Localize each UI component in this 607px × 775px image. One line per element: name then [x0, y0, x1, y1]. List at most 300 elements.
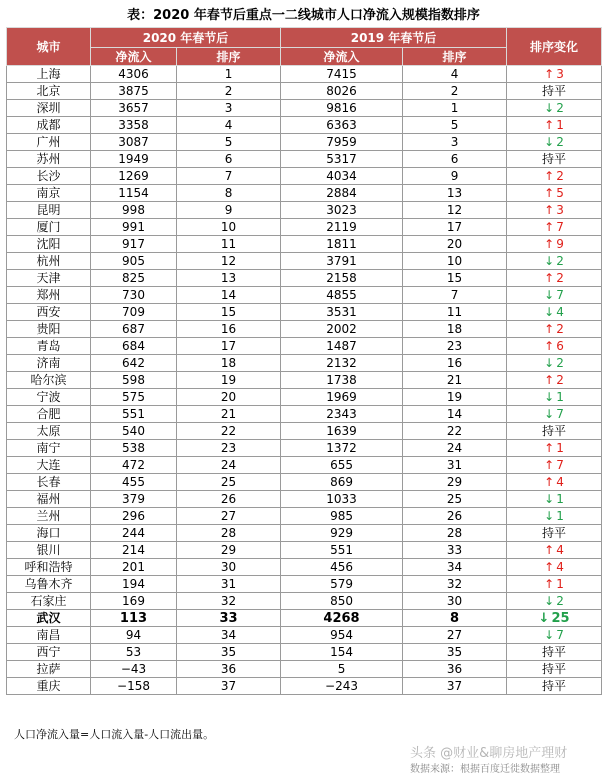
arrow-down-icon: ↓: [544, 253, 555, 268]
rank-change-cell: [507, 168, 602, 185]
city-cell: 兰州: [7, 508, 91, 525]
rank-2020-cell: 36: [177, 661, 281, 678]
net-inflow-2019-cell: 4268: [281, 610, 403, 627]
arrow-down-icon: ↓: [544, 304, 555, 319]
rank-2019-cell: 27: [403, 627, 507, 644]
arrow-up-icon: ↑: [544, 440, 555, 455]
rank-change-value: 7: [556, 287, 564, 302]
rank-change-value: 持平: [542, 423, 567, 438]
net-inflow-2019-cell: 9816: [281, 100, 403, 117]
rank-change-cell: [507, 117, 602, 134]
city-cell: 重庆: [7, 678, 91, 695]
arrow-up-icon: ↑: [544, 236, 555, 251]
table-row: [7, 355, 602, 372]
rank-2019-cell: 2: [403, 83, 507, 100]
table-row: [7, 236, 602, 253]
table-row: [7, 253, 602, 270]
rank-2019-cell: 32: [403, 576, 507, 593]
arrow-up-icon: ↑: [544, 542, 555, 557]
city-cell: 贵阳: [7, 321, 91, 338]
table-row: [7, 525, 602, 542]
table-row: [7, 372, 602, 389]
table-row: [7, 491, 602, 508]
city-cell: 天津: [7, 270, 91, 287]
arrow-up-icon: ↑: [544, 372, 555, 387]
rank-change-cell: [507, 440, 602, 457]
rank-2019-cell: 14: [403, 406, 507, 423]
arrow-up-icon: ↑: [544, 66, 555, 81]
rank-2020-cell: 17: [177, 338, 281, 355]
table-row: [7, 610, 602, 627]
net-inflow-2020-cell: 3657: [91, 100, 177, 117]
net-inflow-2020-cell: 998: [91, 202, 177, 219]
rank-change-value: 6: [556, 338, 564, 353]
table-row: [7, 338, 602, 355]
city-cell: 青岛: [7, 338, 91, 355]
rank-2020-cell: 25: [177, 474, 281, 491]
rank-2019-cell: 1: [403, 100, 507, 117]
table-row: [7, 423, 602, 440]
rank-change-cell: [507, 100, 602, 117]
rank-2019-cell: 36: [403, 661, 507, 678]
rank-2019-cell: 25: [403, 491, 507, 508]
city-cell: 苏州: [7, 151, 91, 168]
rank-change-cell: [507, 508, 602, 525]
rank-change-cell: [507, 287, 602, 304]
ranking-table: [6, 27, 602, 695]
net-inflow-2020-cell: 540: [91, 423, 177, 440]
table-row: [7, 559, 602, 576]
arrow-up-icon: ↑: [544, 168, 555, 183]
table-body: [7, 66, 602, 695]
net-inflow-2020-cell: 169: [91, 593, 177, 610]
net-inflow-2020-cell: 3087: [91, 134, 177, 151]
rank-change-cell: [507, 66, 602, 83]
net-inflow-2019-cell: 1738: [281, 372, 403, 389]
rank-change-value: 1: [556, 117, 564, 132]
rank-change-cell: [507, 474, 602, 491]
arrow-down-icon: ↓: [544, 100, 555, 115]
arrow-up-icon: ↑: [544, 321, 555, 336]
city-cell: 呼和浩特: [7, 559, 91, 576]
rank-change-value: 持平: [542, 83, 567, 98]
rank-change-value: 1: [556, 389, 564, 404]
rank-2019-cell: 13: [403, 185, 507, 202]
net-inflow-2020-cell: 917: [91, 236, 177, 253]
rank-2019-cell: 12: [403, 202, 507, 219]
arrow-down-icon: ↓: [544, 627, 555, 642]
arrow-up-icon: ↑: [544, 559, 555, 574]
arrow-down-icon: ↓: [544, 508, 555, 523]
rank-2020-cell: 2: [177, 83, 281, 100]
arrow-down-icon: ↓: [544, 491, 555, 506]
rank-change-cell: [507, 610, 602, 627]
rank-change-value: 持平: [542, 151, 567, 166]
rank-change-cell: [507, 219, 602, 236]
header-2019-rank: 排序: [403, 48, 507, 66]
arrow-up-icon: ↑: [544, 338, 555, 353]
net-inflow-2019-cell: 5: [281, 661, 403, 678]
rank-2019-cell: 3: [403, 134, 507, 151]
net-inflow-2019-cell: 850: [281, 593, 403, 610]
city-cell: 成都: [7, 117, 91, 134]
rank-2020-cell: 4: [177, 117, 281, 134]
rank-change-cell: [507, 355, 602, 372]
table-row: [7, 508, 602, 525]
rank-change-value: 1: [556, 508, 564, 523]
table-row: [7, 593, 602, 610]
net-inflow-2019-cell: 5317: [281, 151, 403, 168]
rank-2020-cell: 14: [177, 287, 281, 304]
header-city: 城市: [7, 28, 91, 66]
rank-2020-cell: 35: [177, 644, 281, 661]
rank-2020-cell: 31: [177, 576, 281, 593]
city-cell: 厦门: [7, 219, 91, 236]
rank-2019-cell: 6: [403, 151, 507, 168]
table-row: [7, 202, 602, 219]
table-row: [7, 83, 602, 100]
city-cell: 乌鲁木齐: [7, 576, 91, 593]
net-inflow-2019-cell: 3791: [281, 253, 403, 270]
table-row: [7, 678, 602, 695]
city-cell: 广州: [7, 134, 91, 151]
rank-2020-cell: 23: [177, 440, 281, 457]
table-row: [7, 304, 602, 321]
city-cell: 拉萨: [7, 661, 91, 678]
rank-change-cell: [507, 321, 602, 338]
table-row: [7, 168, 602, 185]
net-inflow-2019-cell: 6363: [281, 117, 403, 134]
rank-2019-cell: 35: [403, 644, 507, 661]
city-cell: 宁波: [7, 389, 91, 406]
net-inflow-2020-cell: 575: [91, 389, 177, 406]
table-row: [7, 661, 602, 678]
rank-change-value: 2: [556, 372, 564, 387]
rank-change-value: 持平: [542, 661, 567, 676]
net-inflow-2019-cell: 456: [281, 559, 403, 576]
rank-change-value: 25: [551, 610, 570, 626]
city-cell: 昆明: [7, 202, 91, 219]
rank-change-cell: [507, 185, 602, 202]
table-row: [7, 66, 602, 83]
rank-2019-cell: 29: [403, 474, 507, 491]
table-row: [7, 219, 602, 236]
rank-change-cell: [507, 134, 602, 151]
rank-2020-cell: 37: [177, 678, 281, 695]
rank-2020-cell: 3: [177, 100, 281, 117]
city-cell: 哈尔滨: [7, 372, 91, 389]
header-2020-rank: 排序: [177, 48, 281, 66]
net-inflow-2020-cell: 709: [91, 304, 177, 321]
net-inflow-2019-cell: 1372: [281, 440, 403, 457]
rank-change-value: 持平: [542, 644, 567, 659]
footnote: 人口净流入量=人口流入量-人口流出量。: [14, 728, 215, 741]
table-row: [7, 542, 602, 559]
table-row: [7, 321, 602, 338]
rank-2020-cell: 32: [177, 593, 281, 610]
arrow-up-icon: ↑: [544, 185, 555, 200]
rank-change-value: 2: [556, 593, 564, 608]
net-inflow-2020-cell: 214: [91, 542, 177, 559]
net-inflow-2019-cell: 1811: [281, 236, 403, 253]
rank-change-cell: [507, 525, 602, 542]
rank-2020-cell: 6: [177, 151, 281, 168]
table-row: [7, 457, 602, 474]
net-inflow-2020-cell: 825: [91, 270, 177, 287]
rank-change-cell: [507, 83, 602, 100]
rank-change-cell: [507, 559, 602, 576]
net-inflow-2019-cell: 3531: [281, 304, 403, 321]
rank-change-cell: [507, 423, 602, 440]
net-inflow-2019-cell: 2884: [281, 185, 403, 202]
rank-2019-cell: 17: [403, 219, 507, 236]
table-row: [7, 406, 602, 423]
net-inflow-2020-cell: 598: [91, 372, 177, 389]
rank-2020-cell: 8: [177, 185, 281, 202]
rank-2020-cell: 22: [177, 423, 281, 440]
arrow-down-icon: ↓: [544, 406, 555, 421]
net-inflow-2019-cell: 551: [281, 542, 403, 559]
city-cell: 大连: [7, 457, 91, 474]
rank-2019-cell: 28: [403, 525, 507, 542]
net-inflow-2020-cell: 687: [91, 321, 177, 338]
rank-change-value: 2: [556, 100, 564, 115]
table-row: [7, 576, 602, 593]
rank-2020-cell: 13: [177, 270, 281, 287]
net-inflow-2020-cell: 538: [91, 440, 177, 457]
rank-2019-cell: 22: [403, 423, 507, 440]
rank-2019-cell: 11: [403, 304, 507, 321]
rank-2019-cell: 33: [403, 542, 507, 559]
rank-2020-cell: 1: [177, 66, 281, 83]
rank-change-cell: [507, 202, 602, 219]
rank-2019-cell: 31: [403, 457, 507, 474]
rank-change-value: 持平: [542, 525, 567, 540]
arrow-up-icon: ↑: [544, 457, 555, 472]
rank-change-cell: [507, 661, 602, 678]
rank-change-value: 1: [556, 576, 564, 591]
rank-2020-cell: 7: [177, 168, 281, 185]
net-inflow-2020-cell: 3875: [91, 83, 177, 100]
table-title: 表：2020 年春节后重点一二线城市人口净流入规模指数排序: [127, 8, 480, 23]
net-inflow-2020-cell: 244: [91, 525, 177, 542]
rank-change-cell: [507, 236, 602, 253]
rank-change-value: 2: [556, 355, 564, 370]
rank-2020-cell: 34: [177, 627, 281, 644]
rank-change-value: 4: [556, 474, 564, 489]
arrow-up-icon: ↑: [544, 270, 555, 285]
rank-change-value: 4: [556, 559, 564, 574]
rank-change-cell: [507, 457, 602, 474]
rank-2020-cell: 28: [177, 525, 281, 542]
rank-2020-cell: 27: [177, 508, 281, 525]
arrow-down-icon: ↓: [544, 355, 555, 370]
city-cell: 南宁: [7, 440, 91, 457]
net-inflow-2020-cell: 201: [91, 559, 177, 576]
rank-2020-cell: 10: [177, 219, 281, 236]
watermark: 头条 @财业&聊房地产理财: [410, 746, 568, 761]
net-inflow-2020-cell: 905: [91, 253, 177, 270]
rank-change-value: 4: [556, 542, 564, 557]
city-cell: 太原: [7, 423, 91, 440]
header-2019: 2019 年春节后: [281, 28, 507, 48]
rank-change-cell: [507, 389, 602, 406]
rank-change-value: 3: [556, 66, 564, 81]
rank-2020-cell: 20: [177, 389, 281, 406]
rank-change-cell: [507, 627, 602, 644]
table-row: [7, 644, 602, 661]
rank-2019-cell: 5: [403, 117, 507, 134]
rank-2019-cell: 37: [403, 678, 507, 695]
net-inflow-2020-cell: 4306: [91, 66, 177, 83]
rank-2020-cell: 15: [177, 304, 281, 321]
rank-change-cell: [507, 338, 602, 355]
rank-2020-cell: 33: [177, 610, 281, 627]
net-inflow-2019-cell: 7415: [281, 66, 403, 83]
net-inflow-2019-cell: 985: [281, 508, 403, 525]
header-2019-net-inflow: 净流入: [281, 48, 403, 66]
city-cell: 杭州: [7, 253, 91, 270]
rank-2019-cell: 16: [403, 355, 507, 372]
rank-change-cell: [507, 593, 602, 610]
rank-change-value: 2: [556, 270, 564, 285]
rank-change-value: 3: [556, 202, 564, 217]
rank-change-value: 2: [556, 253, 564, 268]
net-inflow-2019-cell: 2132: [281, 355, 403, 372]
net-inflow-2020-cell: −158: [91, 678, 177, 695]
rank-change-cell: [507, 491, 602, 508]
rank-change-value: 4: [556, 304, 564, 319]
table-row: [7, 100, 602, 117]
net-inflow-2019-cell: 8026: [281, 83, 403, 100]
net-inflow-2020-cell: 1949: [91, 151, 177, 168]
city-cell: 北京: [7, 83, 91, 100]
rank-2019-cell: 9: [403, 168, 507, 185]
arrow-down-icon: ↓: [544, 287, 555, 302]
rank-change-value: 5: [556, 185, 564, 200]
net-inflow-2020-cell: 3358: [91, 117, 177, 134]
net-inflow-2019-cell: 3023: [281, 202, 403, 219]
arrow-down-icon: ↓: [544, 389, 555, 404]
rank-2020-cell: 30: [177, 559, 281, 576]
rank-change-value: 7: [556, 219, 564, 234]
net-inflow-2020-cell: 296: [91, 508, 177, 525]
table-row: [7, 627, 602, 644]
table-row: [7, 474, 602, 491]
net-inflow-2020-cell: 53: [91, 644, 177, 661]
rank-2020-cell: 19: [177, 372, 281, 389]
rank-change-cell: [507, 542, 602, 559]
rank-change-value: 2: [556, 168, 564, 183]
net-inflow-2019-cell: 2343: [281, 406, 403, 423]
table-row: [7, 185, 602, 202]
rank-2020-cell: 18: [177, 355, 281, 372]
rank-2020-cell: 9: [177, 202, 281, 219]
rank-2020-cell: 26: [177, 491, 281, 508]
net-inflow-2019-cell: 7959: [281, 134, 403, 151]
city-cell: 海口: [7, 525, 91, 542]
rank-change-cell: [507, 270, 602, 287]
header-change: 排序变化: [507, 28, 602, 66]
net-inflow-2019-cell: 655: [281, 457, 403, 474]
rank-change-cell: [507, 576, 602, 593]
table-row: [7, 151, 602, 168]
net-inflow-2020-cell: 551: [91, 406, 177, 423]
net-inflow-2019-cell: 1033: [281, 491, 403, 508]
arrow-up-icon: ↑: [544, 219, 555, 234]
rank-change-value: 7: [556, 457, 564, 472]
rank-2020-cell: 21: [177, 406, 281, 423]
rank-change-value: 9: [556, 236, 564, 251]
rank-2019-cell: 7: [403, 287, 507, 304]
net-inflow-2019-cell: 1969: [281, 389, 403, 406]
rank-2019-cell: 26: [403, 508, 507, 525]
rank-change-cell: [507, 406, 602, 423]
rank-2019-cell: 19: [403, 389, 507, 406]
arrow-up-icon: ↑: [544, 576, 555, 591]
net-inflow-2019-cell: 2158: [281, 270, 403, 287]
net-inflow-2019-cell: 954: [281, 627, 403, 644]
net-inflow-2020-cell: 1269: [91, 168, 177, 185]
arrow-up-icon: ↑: [544, 117, 555, 132]
rank-change-value: 持平: [542, 678, 567, 693]
net-inflow-2020-cell: 642: [91, 355, 177, 372]
net-inflow-2019-cell: 2002: [281, 321, 403, 338]
rank-2019-cell: 23: [403, 338, 507, 355]
rank-change-cell: [507, 372, 602, 389]
net-inflow-2019-cell: 2119: [281, 219, 403, 236]
table-row: [7, 287, 602, 304]
rank-2019-cell: 10: [403, 253, 507, 270]
header-2020-net-inflow: 净流入: [91, 48, 177, 66]
rank-2019-cell: 30: [403, 593, 507, 610]
city-cell: 武汉: [7, 610, 91, 627]
net-inflow-2020-cell: 113: [91, 610, 177, 627]
net-inflow-2020-cell: 94: [91, 627, 177, 644]
net-inflow-2019-cell: 579: [281, 576, 403, 593]
rank-2020-cell: 12: [177, 253, 281, 270]
rank-2019-cell: 4: [403, 66, 507, 83]
net-inflow-2020-cell: 730: [91, 287, 177, 304]
city-cell: 南昌: [7, 627, 91, 644]
net-inflow-2019-cell: −243: [281, 678, 403, 695]
rank-2019-cell: 8: [403, 610, 507, 627]
rank-change-cell: [507, 151, 602, 168]
city-cell: 西宁: [7, 644, 91, 661]
net-inflow-2019-cell: 1639: [281, 423, 403, 440]
net-inflow-2020-cell: −43: [91, 661, 177, 678]
rank-2019-cell: 15: [403, 270, 507, 287]
rank-change-value: 7: [556, 406, 564, 421]
net-inflow-2020-cell: 455: [91, 474, 177, 491]
net-inflow-2020-cell: 379: [91, 491, 177, 508]
rank-change-cell: [507, 678, 602, 695]
rank-2020-cell: 11: [177, 236, 281, 253]
rank-2019-cell: 18: [403, 321, 507, 338]
net-inflow-2020-cell: 991: [91, 219, 177, 236]
net-inflow-2020-cell: 194: [91, 576, 177, 593]
rank-change-cell: [507, 253, 602, 270]
rank-change-value: 2: [556, 321, 564, 336]
rank-change-cell: [507, 304, 602, 321]
arrow-up-icon: ↑: [544, 202, 555, 217]
rank-2019-cell: 21: [403, 372, 507, 389]
rank-2019-cell: 20: [403, 236, 507, 253]
city-cell: 郑州: [7, 287, 91, 304]
net-inflow-2020-cell: 684: [91, 338, 177, 355]
table-row: [7, 440, 602, 457]
city-cell: 南京: [7, 185, 91, 202]
